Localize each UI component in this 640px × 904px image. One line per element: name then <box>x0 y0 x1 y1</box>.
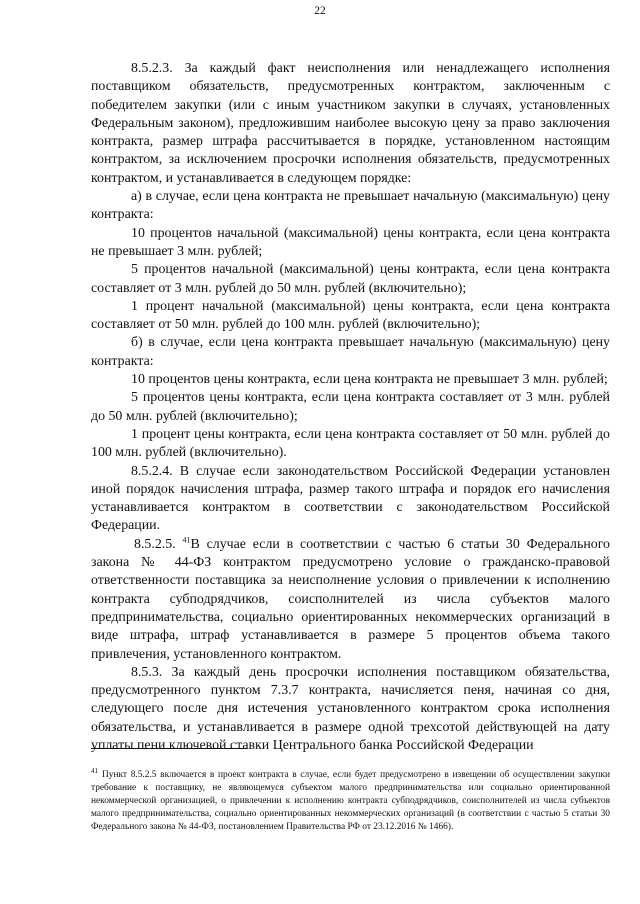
paragraph-8-5-2-3: 8.5.2.3. За каждый факт неисполнения или ненадлежащего исполнения поставщиком обязательств, предусмотренных контрактом, заключенным с победителем закупки (или с иным участником закупки в случаях, установленных Федеральным законом), предложившим наиболее высокую цену за право заключения контракта, размер штрафа рассчитывается в порядке, установленном настоящим контрактом, за исключением просрочки исполнения обязательств, предусмотренных контрактом, и устанавливается в следующем порядке: <box>91 61 610 186</box>
paragraph-a-1-percent: 1 процент начальной (максимальной) цены контракта, если цена контракта составляет от 50 млн. рублей до 100 млн. рублей (включительно); <box>91 298 610 333</box>
paragraph-text: В случае если в соответствии с частью 6 статьи 30 Федерального закона № 44-ФЗ контрактом предусмотрено условие о гражданско-правовой ответственности поставщика за неисполнение условия о привлечении к исполнению контракта субподрядчиков, соисполнителей из числа субъектов малого предпринимательства, социально ориентированных некоммерческих организаций в виде штрафа, штраф устанавливается в размере 5 процентов объема такого привлечения, установленного контрактом. <box>91 536 610 662</box>
footnote-reference[interactable]: 41 <box>182 535 191 545</box>
paragraph-b-5-percent: 5 процентов цены контракта, если цена контракта составляет от 3 млн. рублей до 50 млн. рублей (включительно); <box>91 390 610 424</box>
paragraph-a-10-percent: 10 процентов начальной (максимальной) цены контракта, если цена контракта не превышает 3 млн. рублей; <box>91 225 610 259</box>
paragraph-8-5-2-5 <box>91 536 610 664</box>
footnote-text: Пункт 8.5.2.5 включается в проект контракта в случае, если будет предусмотрено в извещении об осуществлении закупки требование к поставщику, не являющемуся субъектом малого предпринимательства или социально ориентированной некоммерческой организацией, о привлечении к исполнению контракта субподрядчиков, соисполнителей из числа субъектов малого предпринимательства, социально ориентированных некоммерческих организаций (в соответствии с частью 5 статьи 30 Федерального закона № 44-ФЗ, постановлением Правительства РФ от 23.12.2016 № 1466). <box>91 770 610 832</box>
page-number: 22 <box>314 5 326 17</box>
footnote-separator <box>91 748 247 749</box>
paragraph-b-10-percent: 10 процентов цены контракта, если цена контракта не превышает 3 млн. рублей; <box>131 372 608 388</box>
paragraph-8-5-3: 8.5.3. За каждый день просрочки исполнения поставщиком обязательства, предусмотренного пунктом 7.3.7 контракта, начисляется пеня, начиная со дня, следующего после дня истечения установленного контрактом срока исполнения обязательства, и устанавливается в размере одной трехсотой действующей на дату уплаты пени ключевой ставки Центрального банка Российской Федерации <box>91 664 610 753</box>
paragraph-number: 8.5.2.5. <box>134 536 176 552</box>
paragraph-case-b: б) в случае, если цена контракта превышает начальную (максимальную) цену контракта: <box>91 335 610 369</box>
paragraph-a-5-percent: 5 процентов начальной (максимальной) цены контракта, если цена контракта составляет от 3 млн. рублей до 50 млн. рублей (включительно); <box>91 262 610 296</box>
document-body <box>91 60 610 755</box>
footnote-mark: 41 <box>91 766 98 775</box>
paragraph-case-a: а) в случае, если цена контракта не превышает начальную (максимальную) цену контракта: <box>91 189 610 223</box>
footnote <box>91 766 610 834</box>
paragraph-b-1-percent: 1 процент цены контракта, если цена контракта составляет от 50 млн. рублей до 100 млн. рублей (включительно). <box>91 426 610 461</box>
paragraph-8-5-2-4: 8.5.2.4. В случае если законодательством Российской Федерации установлен иной порядок начисления штрафа, размер такого штрафа и порядок его начисления устанавливается контрактом в соответствии с законодательством Российской Федерации. <box>91 463 610 534</box>
